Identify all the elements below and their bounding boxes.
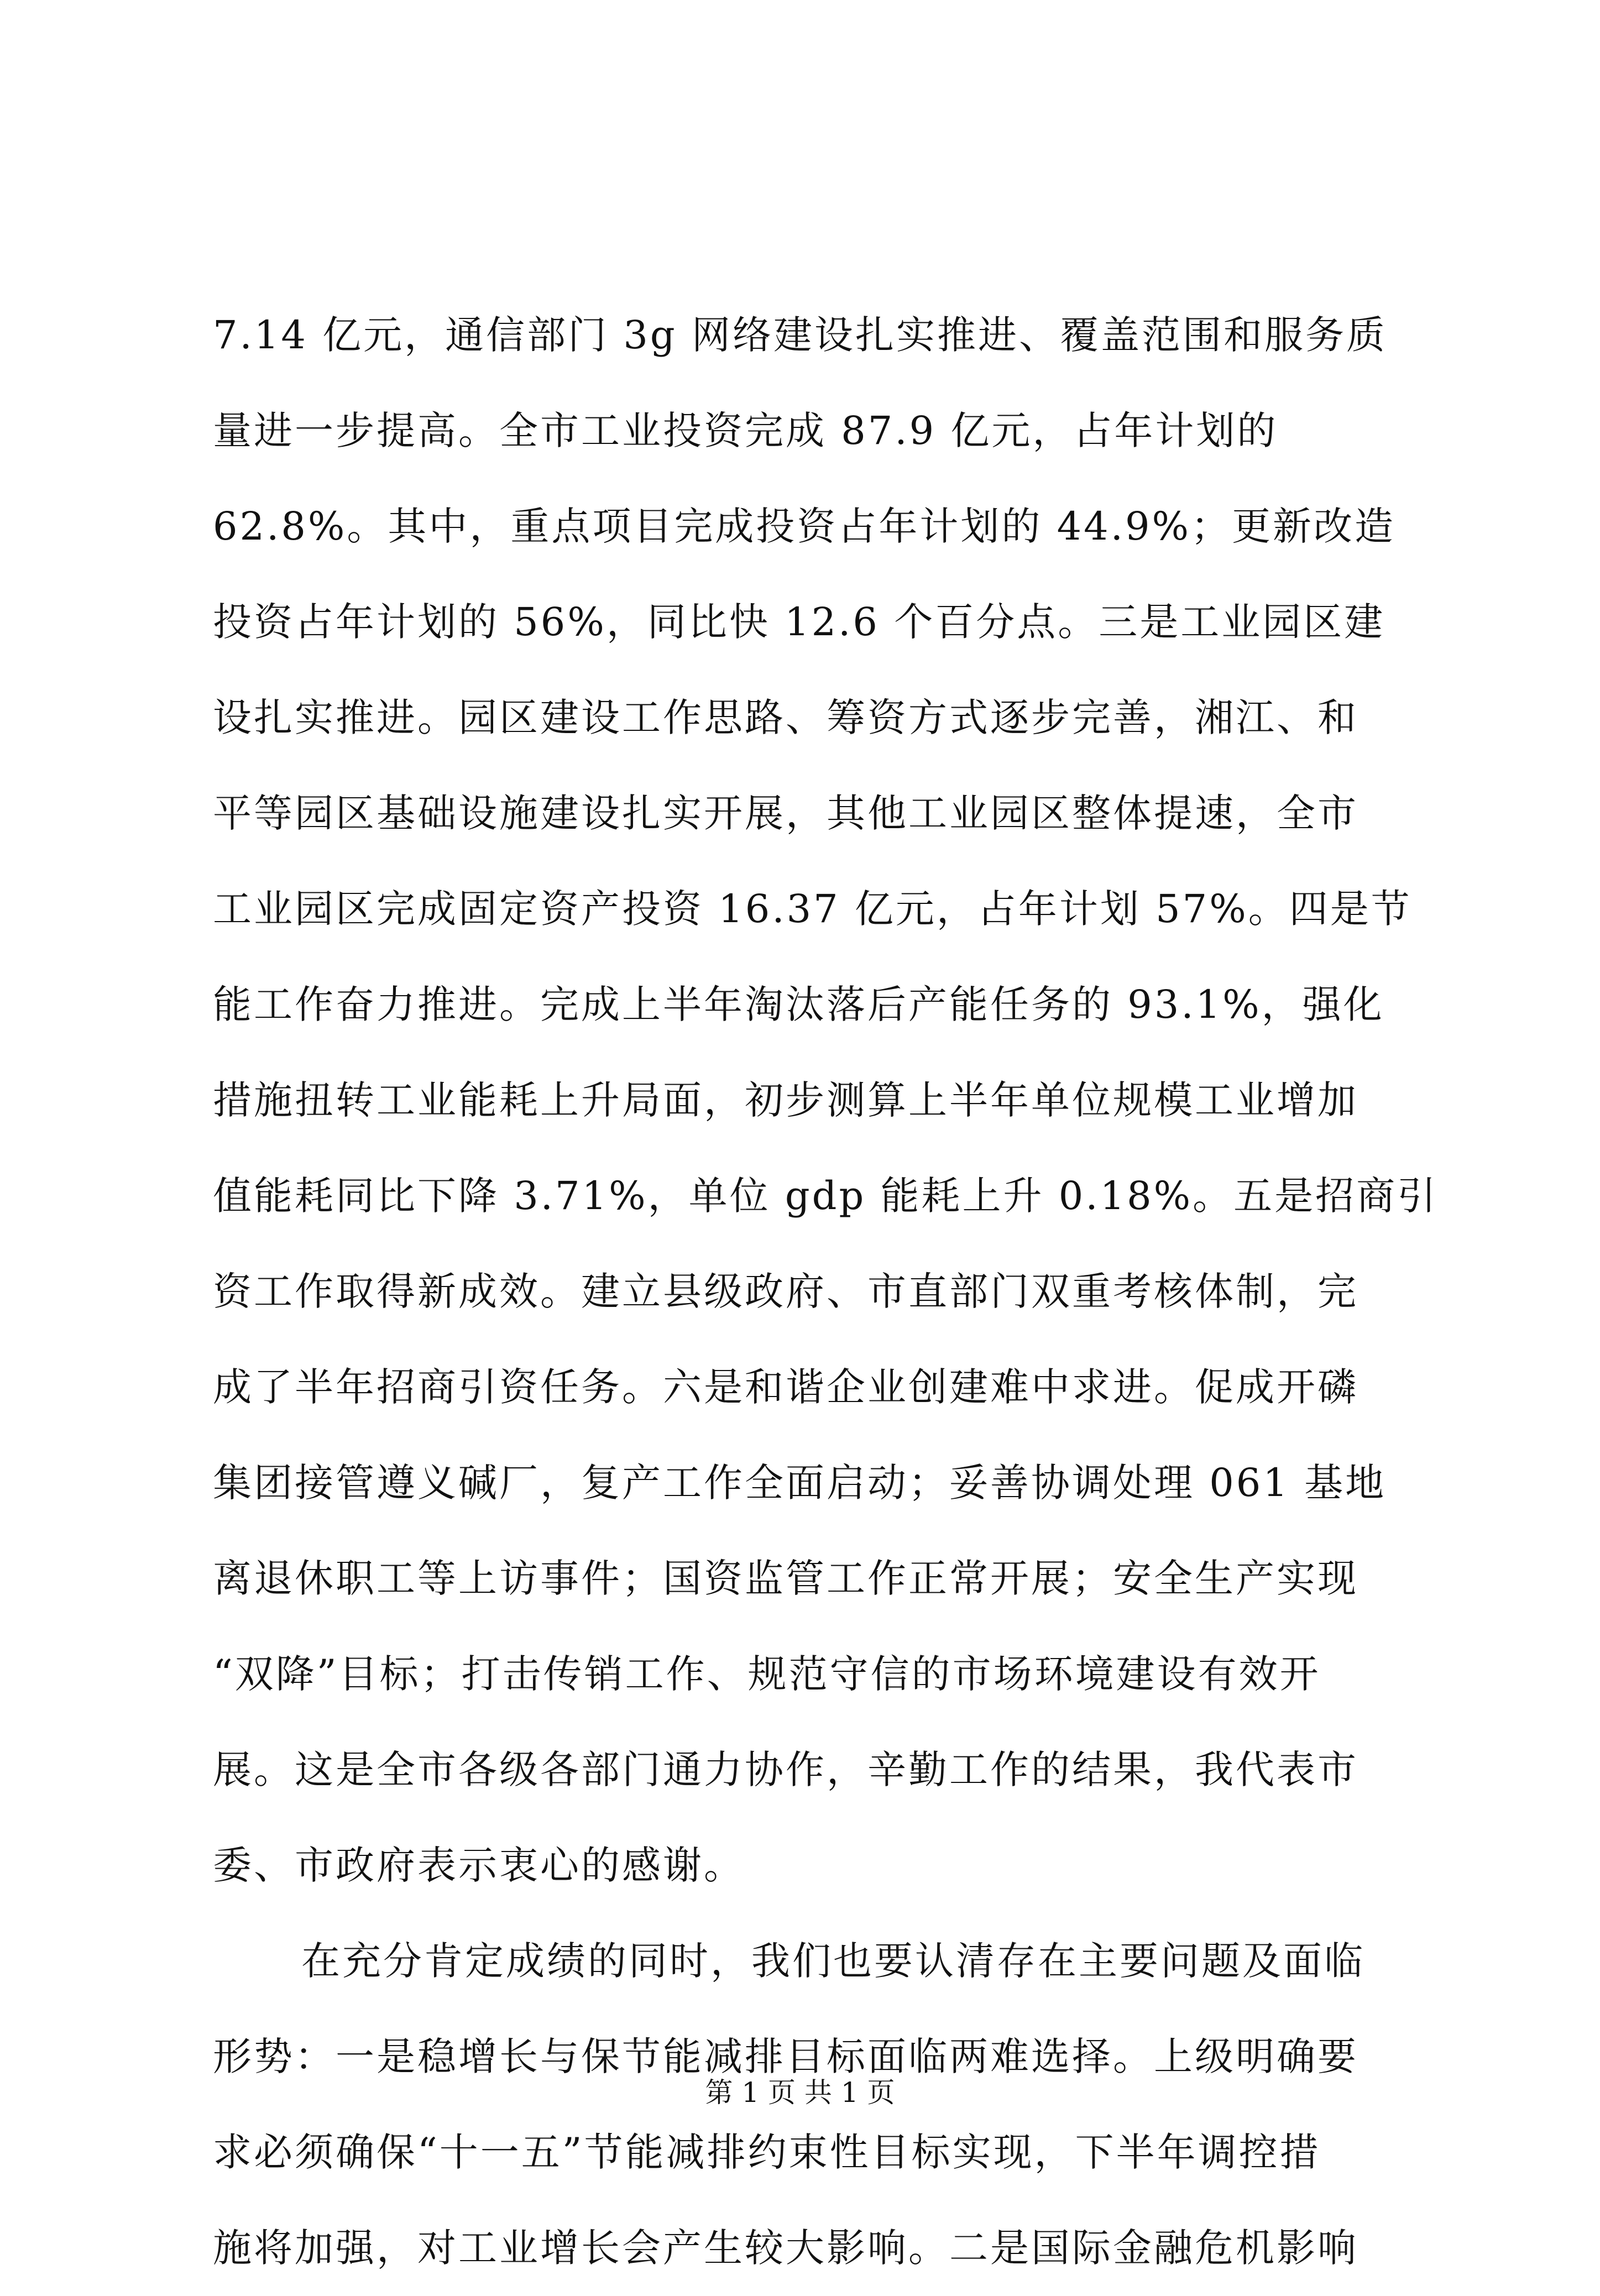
text-line: 离退休职工等上访事件；国资监管工作正常开展；安全生产实现 xyxy=(213,1556,1358,1601)
text-line: 62.8%。其中，重点项目完成投资占年计划的 44.9%；更新改造 xyxy=(213,504,1395,549)
text-line: 值能耗同比下降 3.71%，单位 gdp 能耗上升 0.18%。五是招商引 xyxy=(213,1173,1439,1218)
text-line: 量进一步提高。全市工业投资完成 87.9 亿元，占年计划的 xyxy=(213,408,1278,453)
paragraph-first-line: 在充分肯定成绩的同时，我们也要认清存在主要问题及面临 xyxy=(301,1938,1365,1984)
text-line: 求必须确保“十一五”节能减排约束性目标实现，下半年调控措 xyxy=(213,2130,1321,2175)
text-line: “双降”目标；打击传销工作、规范守信的市场环境建设有效开 xyxy=(213,1651,1321,1697)
text-line: 工业园区完成固定资产投资 16.37 亿元，占年计划 57%。四是节 xyxy=(213,886,1412,932)
text-line: 设扎实推进。园区建设工作思路、筹资方式逐步完善，湘江、和 xyxy=(213,695,1358,740)
text-line: 成了半年招商引资任务。六是和谐企业创建难中求进。促成开磷 xyxy=(213,1364,1358,1410)
text-line: 形势：一是稳增长与保节能减排目标面临两难选择。上级明确要 xyxy=(213,2034,1358,2079)
page-number-label: 第 1 页 共 1 页 xyxy=(705,2077,895,2109)
page-footer xyxy=(0,2076,1600,2109)
text-line: 投资占年计划的 56%，同比快 12.6 个百分点。三是工业园区建 xyxy=(213,599,1385,645)
text-line: 能工作奋力推进。完成上半年淘汰落后产能任务的 93.1%，强化 xyxy=(213,982,1384,1027)
text-line: 施将加强，对工业增长会产生较大影响。二是国际金融危机影响 xyxy=(213,2225,1358,2271)
text-line: 集团接管遵义碱厂，复产工作全面启动；妥善协调处理 061 基地 xyxy=(213,1460,1387,1505)
text-line: 平等园区基础设施建设扎实开展，其他工业园区整体提速，全市 xyxy=(213,791,1358,836)
text-line: 展。这是全市各级各部门通力协作，辛勤工作的结果，我代表市 xyxy=(213,1747,1358,1792)
text-line: 7.14 亿元，通信部门 3g 网络建设扎实推进、覆盖范围和服务质 xyxy=(213,312,1387,358)
text-line: 委、市政府表示衷心的感谢。 xyxy=(213,1843,745,1888)
text-line: 措施扭转工业能耗上升局面，初步测算上半年单位规模工业增加 xyxy=(213,1078,1358,1123)
body-text xyxy=(213,287,1439,2296)
text-line: 资工作取得新成效。建立县级政府、市直部门双重考核体制，完 xyxy=(213,1269,1358,1314)
